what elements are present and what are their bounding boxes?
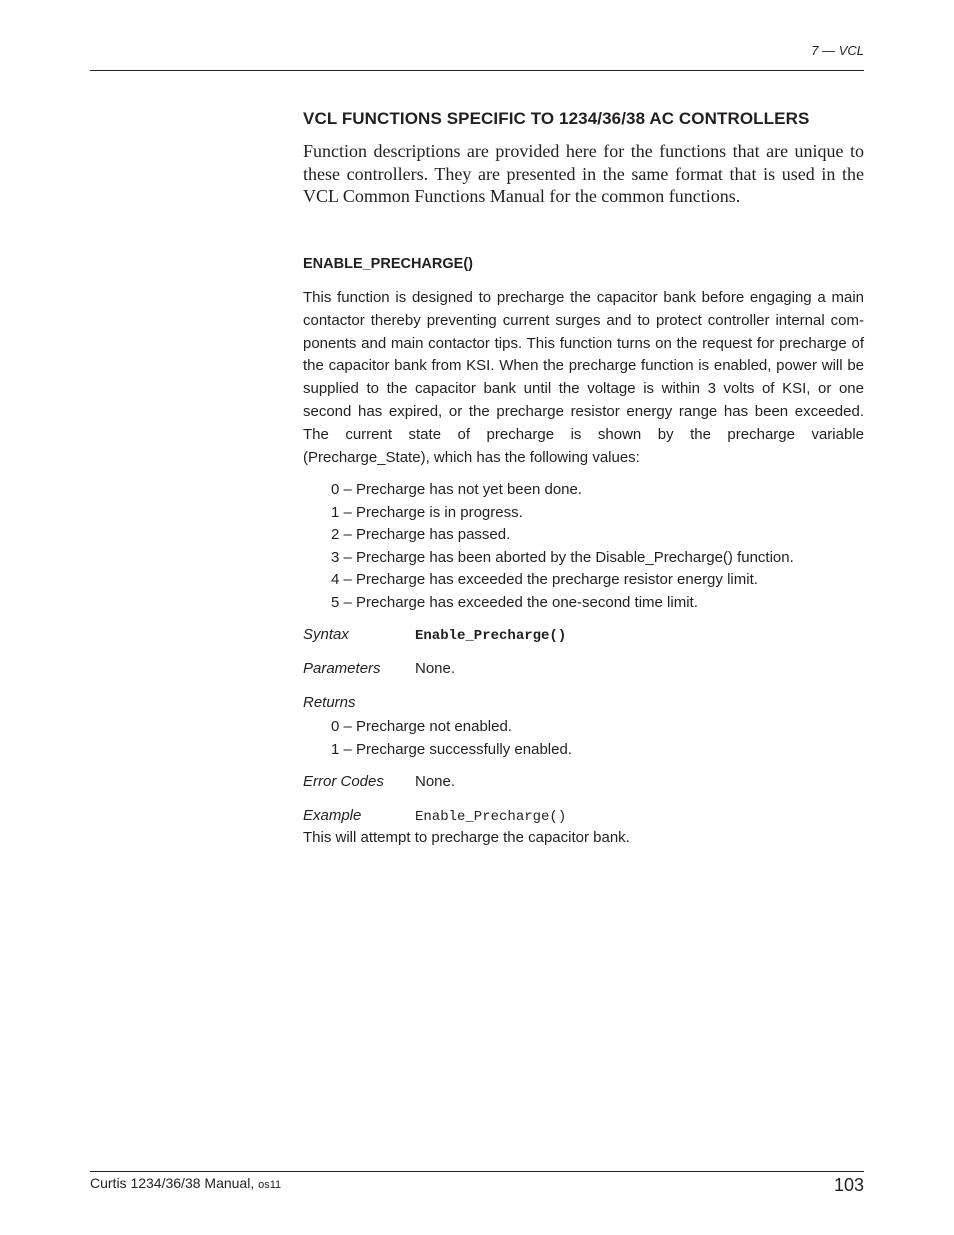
function-description: This function is designed to precharge the capacitor bank before engaging a main contactor thereby preventing current surges and to protect controller internal com- ponents and main contactor tips. This function turns on the request for precharge of the capacitor bank from KSI. When the precharge function is enabled, power will be supplied to the capacitor bank until the voltage is within 3 volts of KSI, or one second has expired, or the precharge resistor energy range has been exceeded. The current state of precharge is shown by the precharge variable (Precharge_State), which has the following values:	[303, 289, 864, 466]
list-item: 3 – Precharge has been aborted by the Disable_Precharge() function.	[331, 548, 794, 566]
section-intro: Function descriptions are provided here for the functions that are unique to these controllers. They are presented in the same format that is used in the VCL Common Functions Manual for the common functions.	[303, 141, 864, 206]
footer-rule	[90, 1171, 864, 1172]
syntax-row	[303, 626, 864, 648]
page-number: 103	[833, 1175, 864, 1195]
list-item: 4 – Precharge has exceeded the precharge resistor energy limit.	[331, 571, 758, 589]
parameters-row	[303, 660, 864, 682]
section-title: VCL FUNCTIONS SPECIFIC TO 1234/36/38 AC CONTROLLERS	[303, 109, 810, 128]
syntax-code: Enable_Precharge()	[415, 628, 567, 644]
footer-manual-title	[90, 1175, 281, 1191]
list-item: 0 – Precharge not enabled.	[331, 718, 512, 735]
list-item: 5 – Precharge has exceeded the one-second time limit.	[331, 593, 698, 611]
example-code: Enable_Precharge()	[415, 809, 567, 825]
error-codes-row	[303, 773, 864, 795]
example-row	[303, 807, 864, 829]
returns-label: Returns	[303, 694, 356, 711]
syntax-label: Syntax	[303, 626, 349, 643]
returns-row	[303, 694, 864, 716]
example-note: This will attempt to precharge the capacitor bank.	[303, 829, 630, 846]
list-item: 1 – Precharge is in progress.	[331, 503, 523, 521]
list-item: 1 – Precharge successfully enabled.	[331, 740, 572, 758]
error-codes-value: None.	[415, 773, 456, 790]
list-item: 0 – Precharge has not yet been done.	[331, 481, 583, 498]
list-item: 2 – Precharge has passed.	[331, 526, 511, 544]
returns-list	[331, 716, 572, 761]
running-header-chapter: 7 — VCL	[811, 43, 864, 58]
error-codes-label: Error Codes	[303, 773, 384, 790]
precharge-state-values	[331, 479, 794, 615]
example-label: Example	[303, 807, 362, 824]
parameters-label: Parameters	[303, 660, 381, 677]
parameters-value: None.	[415, 660, 456, 677]
function-title: ENABLE_PRECHARGE()	[303, 256, 473, 272]
header-rule	[90, 70, 864, 71]
manual-version: os11	[258, 1179, 282, 1191]
manual-title: Curtis 1234/36/38 Manual,	[90, 1175, 255, 1191]
